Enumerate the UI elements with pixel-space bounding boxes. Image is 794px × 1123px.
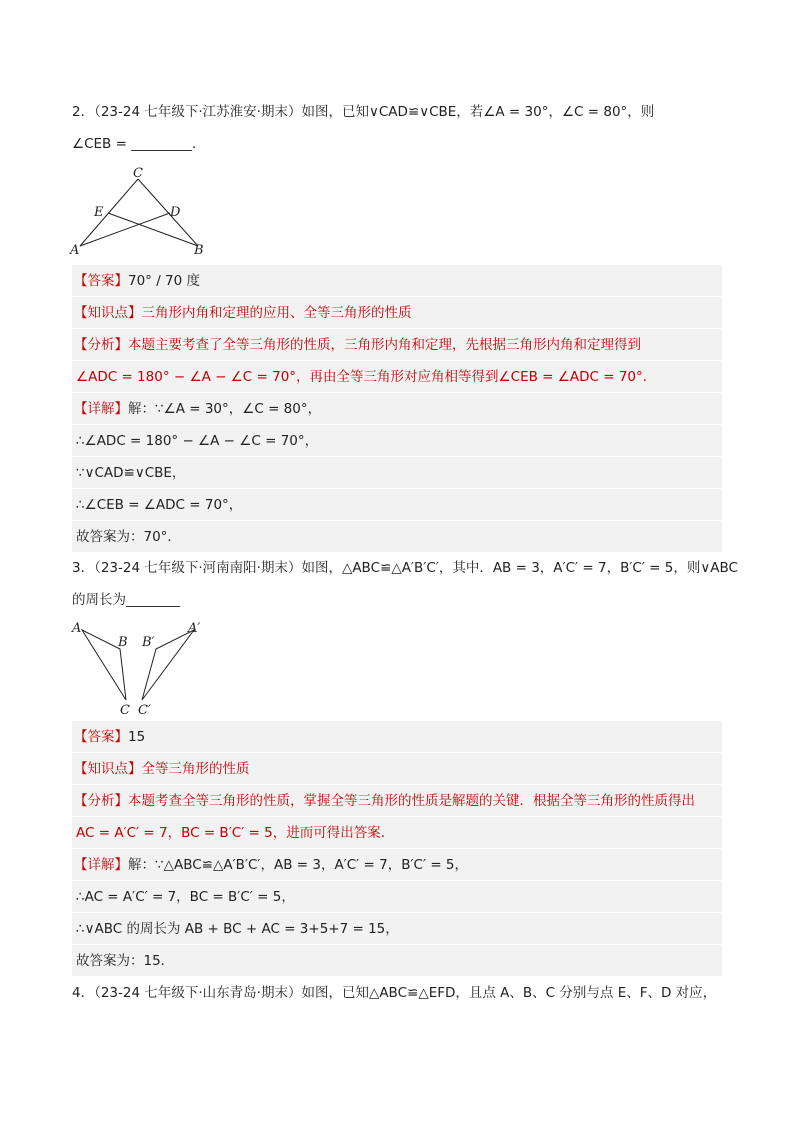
q3-knowledge-row	[72, 753, 722, 785]
q3-answer-row	[72, 721, 722, 753]
q3-detail-row2: ∴AC = A′C′ = 7，BC = B′C′ = 5，	[72, 881, 722, 913]
q3-stem-line1: 3．（23-24 七年级下·河南南阳·期末）如图，△ABC≌△A′B′C′，其中．AB = 3，A′C′ = 7，B′C′ = 5，则∨ABC	[72, 560, 738, 576]
q3-label-C: C	[120, 703, 130, 718]
q3-analysis-label: 【分析】	[74, 793, 128, 809]
q2-label-D: D	[170, 205, 181, 220]
q3-analysis-row2: AC = A′C′ = 7，BC = B′C′ = 5，进而可得出答案．	[72, 817, 722, 849]
q3-answer-label: 【答案】	[74, 729, 128, 745]
q2-detail-label: 【详解】	[74, 401, 128, 417]
q3-label-A: A	[72, 621, 82, 636]
q2-detail-row3: ∵∨CAD≌∨CBE，	[72, 457, 722, 489]
q2-analysis-row2: ∠ADC = 180° − ∠A − ∠C = 70°，再由全等三角形对应角相等得到∠CEB = ∠ADC = 70°．	[72, 361, 722, 393]
q3-label-A-prime: A′	[188, 621, 201, 636]
q3-detail-row3: ∴∨ABC 的周长为 AB + BC + AC = 3+5+7 = 15，	[72, 913, 722, 945]
q3-detail-label: 【详解】	[74, 857, 128, 873]
q3-detail-row1	[72, 849, 722, 881]
q2-segment-CA	[80, 179, 138, 246]
q2-analysis-text1: 本题主要考查了全等三角形的性质，三角形内角和定理，先根据三角形内角和定理得到	[128, 337, 641, 353]
q3-figure	[66, 616, 216, 718]
q4-stem-line1: 4．（23-24 七年级下·山东青岛·期末）如图，已知△ABC≌△EFD，且点 A、B、C 分别与点 E、F、D 对应，	[72, 985, 717, 1001]
q2-stem-line2: ∠CEB = _________．	[72, 136, 206, 152]
q3-detail-text1: 解：∵△ABC≌△A′B′C′，AB = 3，A′C′ = 7，B′C′ = 5，	[128, 857, 469, 873]
q3-knowledge-value: 全等三角形的性质	[141, 761, 250, 777]
q2-detail-row1	[72, 393, 722, 425]
q2-segment-BE	[108, 213, 198, 246]
q3-answer-value: 15	[128, 729, 146, 745]
q3-label-C-prime: C′	[138, 703, 151, 718]
q2-label-E: E	[94, 205, 104, 220]
q3-label-B: B	[118, 635, 128, 650]
q2-detail-row2: ∴∠ADC = 180° − ∠A − ∠C = 70°，	[72, 425, 722, 457]
q2-detail-row4: ∴∠CEB = ∠ADC = 70°，	[72, 489, 722, 521]
q2-stem-line1: 2．（23-24 七年级下·江苏淮安·期末）如图，已知∨CAD≌∨CBE，若∠A = 30°，∠C = 80°，则	[72, 104, 655, 120]
q2-answer-row	[72, 265, 722, 297]
q2-figure	[66, 164, 216, 260]
q3-stem-line2: 的周长为________	[72, 592, 180, 608]
q2-detail-text1: 解：∵∠A = 30°，∠C = 80°，	[128, 401, 322, 417]
q3-analysis-text1: 本题考查全等三角形的性质，掌握全等三角形的性质是解题的关键．根据全等三角形的性质得出	[128, 793, 695, 809]
q2-answer-label: 【答案】	[74, 273, 128, 289]
q2-knowledge-row	[72, 297, 722, 329]
q2-analysis-label: 【分析】	[74, 337, 128, 353]
q2-label-A: A	[70, 243, 80, 258]
q2-label-C: C	[133, 166, 143, 181]
q3-answer-block	[72, 721, 722, 977]
q2-knowledge-label: 【知识点】	[74, 305, 142, 321]
q3-analysis-row1	[72, 785, 722, 817]
q3-knowledge-label: 【知识点】	[74, 761, 142, 777]
q3-detail-row4: 故答案为：15．	[72, 945, 722, 977]
q3-label-B-prime: B′	[142, 635, 155, 650]
q2-answer-block	[72, 265, 722, 553]
q2-answer-value: 70° / 70 度	[128, 273, 201, 289]
q2-knowledge-value: 三角形内角和定理的应用、全等三角形的性质	[141, 305, 412, 321]
q2-detail-row5: 故答案为：70°．	[72, 521, 722, 553]
q2-segment-CB	[138, 179, 198, 246]
q2-analysis-row1	[72, 329, 722, 361]
q2-label-B: B	[194, 243, 204, 258]
